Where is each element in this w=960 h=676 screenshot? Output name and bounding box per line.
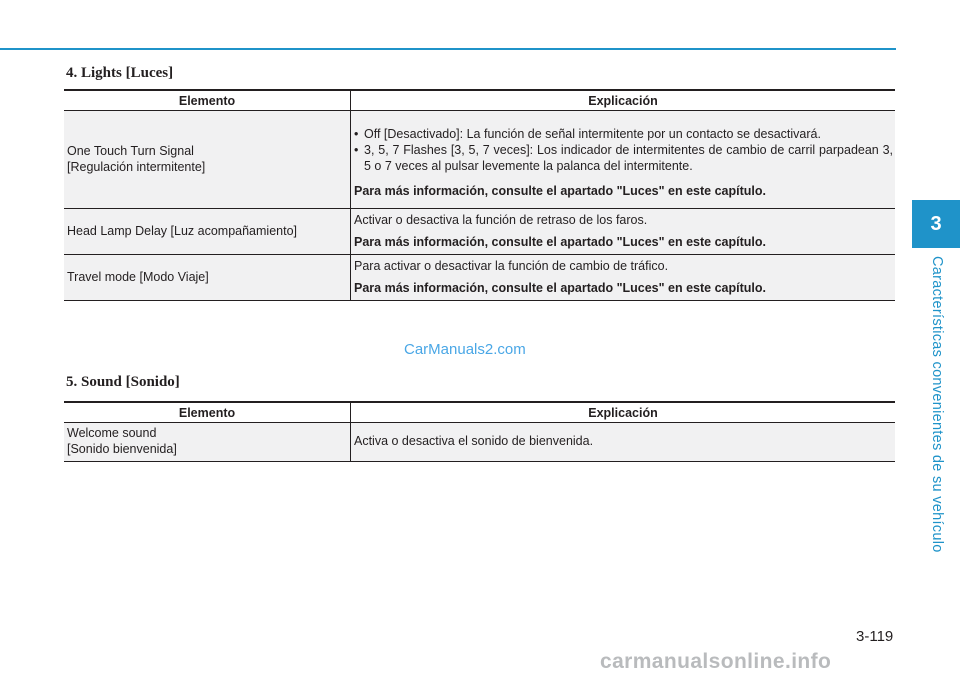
table-row xyxy=(64,111,895,209)
header-elemento: Elemento xyxy=(64,402,351,423)
item-name-line: [Sonido bienvenida] xyxy=(67,442,177,456)
explanation-note: Para más información, consulte el apartado "Luces" en este capítulo. xyxy=(354,184,766,198)
explanation-note: Para más información, consulte el apartado "Luces" en este capítulo. xyxy=(354,234,766,249)
page-number: 3-119 xyxy=(856,628,894,645)
section-title-lights: 4. Lights [Luces] xyxy=(66,65,174,81)
row-item-explanation xyxy=(351,209,896,255)
row-item-name: Head Lamp Delay [Luz acompañamiento] xyxy=(64,209,351,255)
table-row xyxy=(64,423,895,462)
table-row xyxy=(64,255,895,301)
explanation-text: Activar o desactiva la función de retraso de los faros. xyxy=(354,212,648,227)
row-item-explanation xyxy=(351,255,896,301)
header-explicacion: Explicación xyxy=(351,90,896,111)
chapter-caption: Características convenientes de su vehículo xyxy=(929,256,945,553)
item-name-line: One Touch Turn Signal xyxy=(67,143,194,158)
table-header-row xyxy=(64,90,895,111)
header-explicacion: Explicación xyxy=(351,402,896,423)
sound-table xyxy=(64,401,895,462)
chapter-tab: 3 xyxy=(912,200,960,248)
footer-watermark: carmanualsonline.info xyxy=(600,650,832,673)
row-item-name xyxy=(64,111,351,209)
explanation-text: Para activar o desactivar la función de cambio de tráfico. xyxy=(354,258,669,273)
explanation-note: Para más información, consulte el apartado "Luces" en este capítulo. xyxy=(354,280,766,295)
lights-table xyxy=(64,89,895,301)
bullet-icon: • xyxy=(354,143,359,157)
row-item-name: Travel mode [Modo Viaje] xyxy=(64,255,351,301)
row-item-name xyxy=(64,423,351,462)
section-title-sound: 5. Sound [Sonido] xyxy=(66,374,180,390)
table-row xyxy=(64,209,895,255)
table-header-row xyxy=(64,402,895,423)
bullet-item: • Off [Desactivado]: La función de señal intermitente por un contacto se desactivará. xyxy=(354,127,821,141)
row-item-explanation: Activa o desactiva el sonido de bienvenida. xyxy=(351,423,896,462)
bullet-item: • 3, 5, 7 Flashes [3, 5, 7 veces]: Los indicador de intermitentes de cambio de carril parpadean 3, 5 o 7 veces al pulsar levemente la palanca del intermitente. xyxy=(354,143,893,173)
bullet-icon: • xyxy=(354,127,359,141)
watermark: CarManuals2.com xyxy=(404,341,526,358)
top-rule xyxy=(0,48,896,50)
row-item-explanation xyxy=(351,111,896,209)
header-elemento: Elemento xyxy=(64,90,351,111)
item-name-line: Welcome sound xyxy=(67,426,157,440)
item-name-line: [Regulación intermitente] xyxy=(67,159,206,174)
